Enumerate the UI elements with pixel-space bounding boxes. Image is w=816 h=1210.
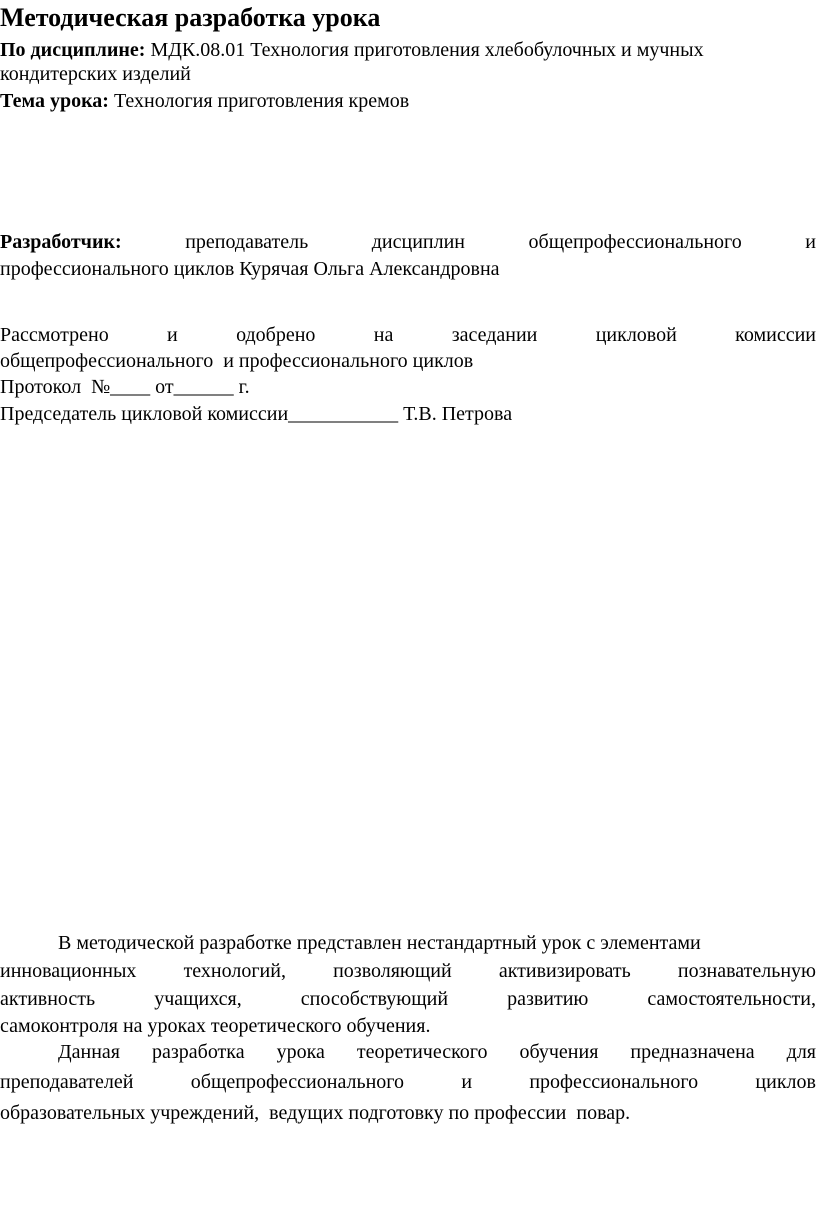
developer-word: преподаватель	[185, 231, 309, 253]
developer-word: общепрофессионального	[528, 231, 742, 253]
developer-label: Разработчик:	[0, 231, 122, 253]
abstract-word: преподавателей	[0, 1071, 134, 1093]
abstract-p1-line-3	[0, 987, 816, 1011]
approval-word: на	[373, 324, 394, 346]
abstract-word: позволяющий	[333, 960, 452, 982]
abstract-p2-line-1	[0, 1040, 816, 1064]
abstract-word: инновационных	[0, 960, 137, 982]
approval-word: комиссии	[735, 324, 816, 346]
abstract-word: активизировать	[498, 960, 631, 982]
abstract-word: и	[461, 1071, 473, 1093]
abstract-word: теоретического	[356, 1041, 488, 1063]
approval-word: одобрено	[236, 324, 316, 346]
developer-line-2: профессионального циклов Курячая Ольга Александровна	[0, 258, 500, 280]
abstract-word: активность	[0, 988, 96, 1010]
abstract-word: самостоятельности,	[647, 988, 816, 1010]
abstract-word: способствующий	[300, 988, 449, 1010]
developer-line-1	[0, 230, 816, 254]
discipline-line-1	[0, 38, 816, 62]
discipline-line-2: кондитерских изделий	[0, 63, 191, 85]
abstract-word: Данная	[58, 1041, 121, 1063]
abstract-p1-line-4: самоконтроля на уроках теоретического обучения.	[0, 1015, 431, 1037]
approval-word: и	[167, 324, 178, 346]
abstract-word: предназначена	[630, 1041, 755, 1063]
discipline-text: МДК.08.01 Технология приготовления хлебобулочных и мучных	[150, 39, 704, 61]
approval-word: заседании	[451, 324, 538, 346]
abstract-p2-line-2	[0, 1070, 816, 1094]
protocol-line: Протокол №____ от______ г.	[0, 376, 250, 398]
document-title: Методическая разработка урока	[0, 3, 381, 32]
approval-word: Рассмотрено	[0, 324, 109, 346]
chairman-line: Председатель цикловой комиссии___________ Т.В. Петрова	[0, 403, 513, 425]
abstract-p1-line-1: В методической разработке представлен нестандартный урок с элементами	[58, 932, 701, 954]
abstract-word: познавательную	[677, 960, 816, 982]
abstract-word: профессионального	[529, 1071, 699, 1093]
abstract-word: развитию	[507, 988, 589, 1010]
abstract-p1-line-2	[0, 959, 816, 983]
approval-line-1	[0, 323, 816, 347]
abstract-word: для	[786, 1041, 816, 1063]
abstract-word: циклов	[755, 1071, 816, 1093]
developer-word: дисциплин	[371, 231, 465, 253]
abstract-word: обучения	[519, 1041, 599, 1063]
approval-line-2: общепрофессионального и профессионального циклов	[0, 350, 474, 372]
abstract-word: технологий,	[183, 960, 286, 982]
abstract-word: урока	[276, 1041, 325, 1063]
abstract-p2-line-3: образовательных учреждений, ведущих подготовку по профессии повар.	[0, 1102, 631, 1124]
topic-line	[0, 89, 816, 113]
approval-word: цикловой	[595, 324, 677, 346]
abstract-word: разработка	[151, 1041, 245, 1063]
topic-label: Тема урока:	[0, 90, 109, 112]
developer-word: и	[805, 231, 816, 253]
abstract-word: общепрофессионального	[190, 1071, 405, 1093]
abstract-word: учащихся,	[154, 988, 242, 1010]
topic-text: Технология приготовления кремов	[113, 90, 410, 112]
discipline-label: По дисциплине:	[0, 39, 146, 61]
